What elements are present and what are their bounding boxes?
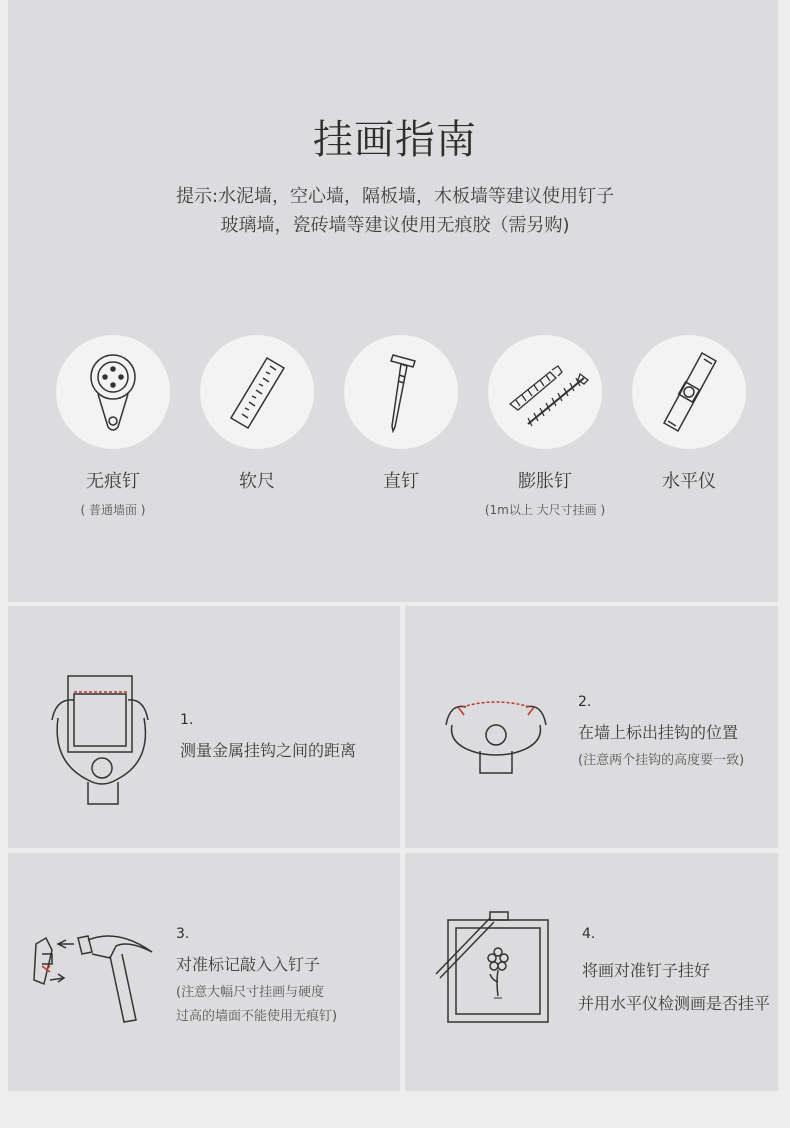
step-4 xyxy=(578,926,771,1014)
tool-spirit-level xyxy=(632,335,746,493)
expansion-screw-icon xyxy=(500,352,590,432)
hint-line-2: 玻璃墙，瓷砖墙等建议使用无痕胶（需另购) xyxy=(220,215,570,236)
step-number: 1. xyxy=(180,712,194,728)
measure-hooks-illustration xyxy=(48,672,158,812)
step-text: 将画对准钉子挂好 xyxy=(582,961,711,980)
tool-circle xyxy=(632,335,746,449)
step-note-line: 过高的墙面不能使用无痕钉) xyxy=(176,1009,338,1024)
tool-expansion-screw xyxy=(484,335,606,518)
ruler-icon xyxy=(222,352,292,432)
tool-name: 无痕钉 xyxy=(86,471,140,492)
step-note: (注意两个挂钩的高度要一致) xyxy=(578,753,745,768)
tool-name: 水平仪 xyxy=(662,471,716,492)
tool-ruler xyxy=(200,335,314,493)
mark-wall-illustration xyxy=(442,695,550,775)
tool-name: 软尺 xyxy=(239,471,275,492)
step-3 xyxy=(176,926,337,1029)
tool-name: 膨胀钉 xyxy=(518,471,572,492)
page-title: 挂画指南 xyxy=(313,117,477,163)
tool-nail xyxy=(344,335,458,493)
step-text-line-2: 并用水平仪检测画是否挂平 xyxy=(578,994,771,1013)
step-text: 对准标记敲入入钉子 xyxy=(176,955,321,974)
step-number: 4. xyxy=(582,926,596,942)
step-note xyxy=(176,981,337,1029)
step-2 xyxy=(578,694,744,773)
step-1 xyxy=(180,712,356,761)
step-text: 在墙上标出挂钩的位置 xyxy=(578,723,739,742)
tool-note: (1m以上 大尺寸挂画 ) xyxy=(484,503,606,517)
tool-circle xyxy=(344,335,458,449)
nail-icon xyxy=(371,347,431,437)
tool-circle xyxy=(200,335,314,449)
hammer-nail-illustration xyxy=(28,930,158,1026)
step-note-line: (注意大幅尺寸挂画与硬度 xyxy=(176,985,325,1000)
tool-note: ( 普通墙面 ) xyxy=(80,503,146,517)
tool-circle xyxy=(488,335,602,449)
step-text: 测量金属挂钩之间的距离 xyxy=(180,741,357,760)
hang-picture-illustration xyxy=(434,908,554,1026)
tool-name: 直钉 xyxy=(383,471,419,492)
step-number: 2. xyxy=(578,694,592,710)
tool-traceless-nail xyxy=(56,335,170,518)
traceless-hook-icon xyxy=(78,347,148,437)
hint-line-1: 提示:水泥墙，空心墙，隔板墙，木板墙等建议使用钉子 xyxy=(175,186,615,207)
step-number: 3. xyxy=(176,926,190,942)
spirit-level-icon xyxy=(654,347,724,437)
tool-circle xyxy=(56,335,170,449)
